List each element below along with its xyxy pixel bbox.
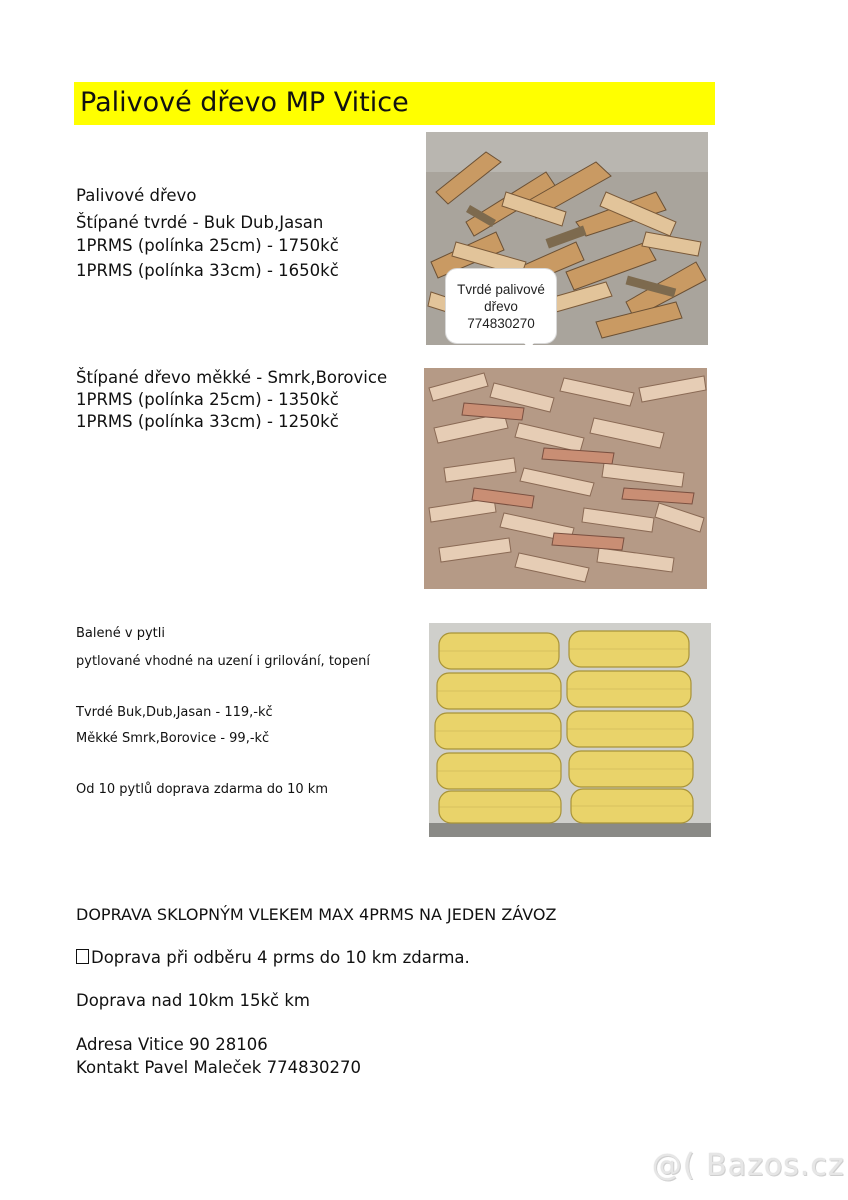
hard-wood-price-33: 1PRMS (polínka 33cm) - 1650kč bbox=[76, 261, 339, 280]
soft-wood-price-33: 1PRMS (polínka 33cm) - 1250kč bbox=[76, 412, 339, 431]
bags-usage: pytlované vhodné na uzení i grilování, topení bbox=[76, 654, 370, 669]
transport-free-text: Doprava při odběru 4 prms do 10 km zdarma. bbox=[91, 948, 470, 967]
contact-address: Adresa Vitice 90 28106 bbox=[76, 1035, 268, 1054]
hard-wood-heading: Palivové dřevo bbox=[76, 186, 197, 205]
bubble-tail bbox=[522, 340, 536, 350]
soft-wood-photo bbox=[424, 368, 707, 589]
transport-over-10km: Doprava nad 10km 15kč km bbox=[76, 991, 310, 1010]
bazos-watermark: @( Bazos.cz bbox=[652, 1148, 845, 1183]
checkbox-icon bbox=[76, 949, 89, 964]
contact-person: Kontakt Pavel Maleček 774830270 bbox=[76, 1058, 362, 1077]
bags-delivery: Od 10 pytlů doprava zdarma do 10 km bbox=[76, 782, 329, 797]
transport-free bbox=[76, 946, 470, 969]
hard-wood-type: Štípané tvrdé - Buk Dub,Jasan bbox=[76, 213, 324, 232]
soft-wood-price-25: 1PRMS (polínka 25cm) - 1350kč bbox=[76, 390, 339, 409]
bubble-line-2: dřevo bbox=[484, 299, 518, 314]
transport-headline: DOPRAVA SKLOPNÝM VLEKEM MAX 4PRMS NA JEDEN ZÁVOZ bbox=[76, 905, 557, 924]
bags-soft-price: Měkké Smrk,Borovice - 99,-kč bbox=[76, 731, 270, 746]
bubble-line-1: Tvrdé palivové bbox=[457, 282, 545, 297]
page-title: Palivové dřevo MP Vitice bbox=[80, 87, 409, 118]
bags-hard-price: Tvrdé Buk,Dub,Jasan - 119,-kč bbox=[76, 705, 273, 720]
phone-bubble bbox=[445, 268, 557, 344]
bubble-phone: 774830270 bbox=[467, 316, 535, 331]
bagged-wood-photo bbox=[429, 623, 711, 837]
title-highlight bbox=[74, 82, 715, 125]
soft-wood-type: Štípané dřevo měkké - Smrk,Borovice bbox=[76, 368, 388, 387]
bags-heading: Balené v pytli bbox=[76, 626, 165, 641]
hard-wood-price-25: 1PRMS (polínka 25cm) - 1750kč bbox=[76, 236, 339, 255]
